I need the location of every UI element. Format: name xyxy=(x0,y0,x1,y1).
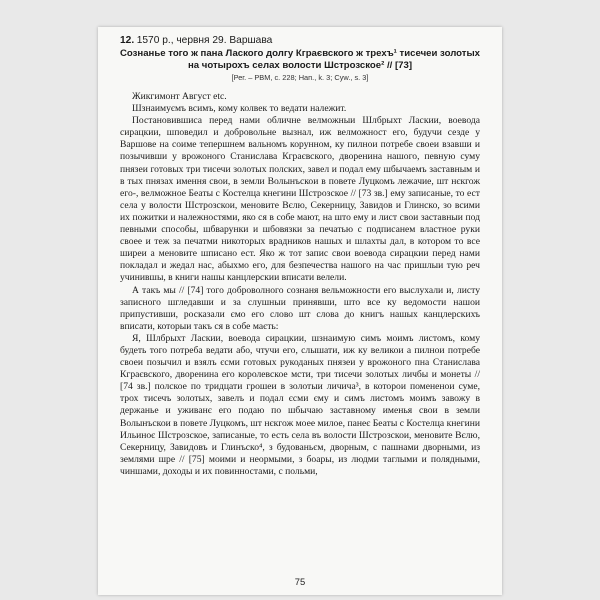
document-header xyxy=(120,35,480,47)
paragraph-body-3: Я, Шлбрыхт Ласкии, воевода сирацкии, шзнаимую симъ моимъ листомъ, кому будеть того потреба ведати або, чтучи его, слышати, иж ку великои а пилнои потребе своеи позычил и взялъ єсми готовых рукоданых пнязеи у врожоного пна Станислава Кграєвского, дворенина его королевское мсти, три тисечи золотых личбы и монеты // [74 зв.] полское по тридцати грошеи в золотыи личича³, в которои помененои суме, трох тисечъ золотых, завелъ и подал єсми єму и симъ листомъ моимъ завожу в держанье и уживанє его подаю по шбычаю заставному именья свои в земли Волынъскои в повете Луцкомъ, шт нєкгож моее милое, панеє Беаты с Костелца кнегини Ильиноє Шстрозское, записаные, то есть села въ волости Шстрозскои, меновите Вєлю, Секерницу, Завидовъ и Глинъско⁴, з будованьєм, дворным, с пашнами дворными, из землями шре // [75] моими и неормыми, з боары, из людми таглыми и полядными, чиншами, доходы и их повинностами, с польми, xyxy=(120,332,480,477)
page-number: 75 xyxy=(294,576,306,587)
paragraph-announcement: Шзнаимуємъ всимъ, кому колвек то ведати належит. xyxy=(132,103,347,115)
document-page xyxy=(98,27,502,595)
page-content xyxy=(120,35,480,478)
document-title: Сознанье того ж пана Лаского долгу Кграєвского ж трехъ¹ тисечеи золотых на чотырохъ селах волости Шстрозское² // [73] xyxy=(120,48,481,71)
paragraph-salutation: Жикгимонт Август etc. xyxy=(132,91,227,102)
document-source: [Рег. – РВМ, с. 228; Нап., k. 3; Cyw., s. 3] xyxy=(231,73,369,82)
paragraph-body-2: А такъ мы // [74] того доброволного сознаня вельможности его выслухали и, листу записного шгледавши и за слушныи принявши, што все ку ведомости нашои припустивши, росказали ємо его слово шт слова до книгъ нашых канцлерскихъ вписати, которыи такъ ся в собе маєть: xyxy=(120,284,480,332)
document-number: 12. xyxy=(120,35,135,46)
paragraph-body-1: Постановившиса перед нами обличне велможныи Шлбрыхт Ласкии, воевода сирацкии, шповедил и добровольне вызнал, иж велможност его, будучи сезде у Варшове на соиме тепершнем вальномъ корунном, ку пилнои потребе своеи взавши и позычивши у врожоного Станислава Кграєвского, дворенина нашого, певную суму пнязеи готовых три тисечи золотых полских, завел и подал ему шбычаемъ заставным и в тых пнязах имення свои, в земли Волынъскои в повете Луцкомъ лежачие, шт нєкгож его-, велможное Беаты с Костелца кнегини Шстрозское // [73 зв.] ему записаные, то ест села у волости Шстрозскои, меновите Вєлю, Секерницу, Завидов и Глинско, зо всими их пожитки и належностями, яко ся в собе мают, на што ему и лист свои заставныи под певными способы, шбварунки и шбовязки за печатью с подписанем властное руки своее и теж за печатми никоторых врадников нашых и шлахты дал, в котором то все ширеи а меновите шписано ест. Яко ж тот запис свои воевода сирацкии перед нами покладал и жедал нас, абыхмо его, для безпечества нашого на час пришлыи тую реч учинившы, в книги нашы канцлерскии вписати велели. xyxy=(120,115,480,284)
document-date: 1570 р., червня 29. Варшава xyxy=(136,35,273,46)
